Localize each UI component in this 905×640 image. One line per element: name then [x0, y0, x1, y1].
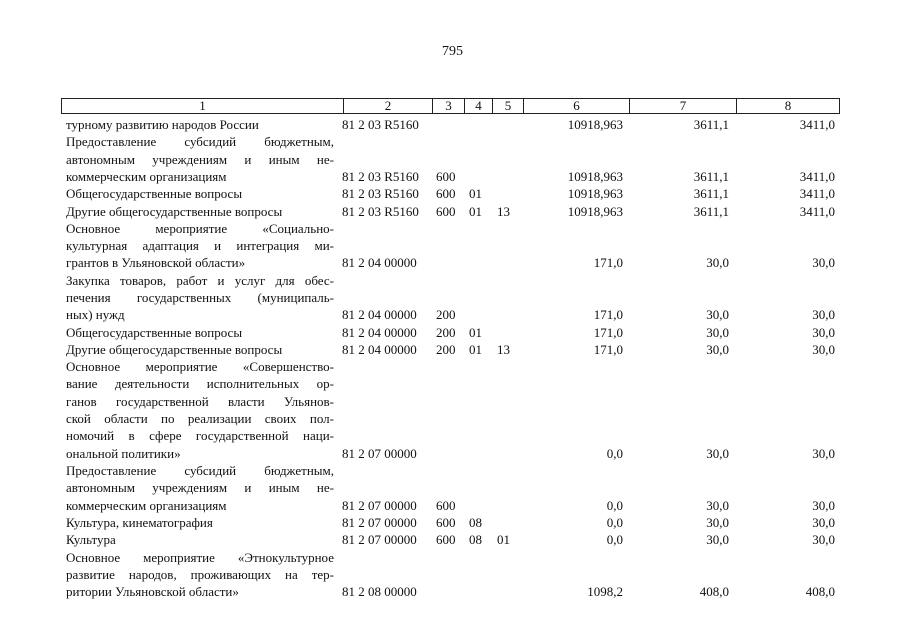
row-col-3: 200	[436, 341, 456, 357]
row-value-6: 10918,963	[567, 203, 623, 219]
row-code: 81 2 04 00000	[342, 307, 417, 323]
row-description	[66, 203, 334, 220]
row-value-8: 3411,0	[799, 203, 835, 219]
row-value-8: 3411,0	[799, 117, 835, 132]
row-value-8: 30,0	[812, 324, 835, 340]
description-line: коммерческим организациям	[66, 497, 227, 513]
description-line: ской области по реализации своих пол-	[66, 411, 334, 427]
row-code: 81 2 07 00000	[342, 532, 417, 548]
row-value-6: 10918,963	[567, 168, 623, 184]
description-line: ных) нужд	[66, 307, 125, 323]
description-line: турному развитию народов России	[66, 117, 259, 132]
row-value-8: 30,0	[812, 532, 835, 548]
row-description	[66, 272, 334, 324]
row-col-3: 600	[436, 497, 456, 513]
row-value-7: 30,0	[706, 514, 729, 530]
row-col-5: 13	[497, 341, 510, 357]
row-description	[66, 324, 334, 341]
row-code: 81 2 08 00000	[342, 584, 417, 600]
row-value-7: 3611,1	[693, 117, 729, 132]
row-value-8: 30,0	[812, 255, 835, 271]
description-line: Другие общегосударственные вопросы	[66, 341, 283, 357]
row-description	[66, 341, 334, 358]
description-line: Основное мероприятие «Совершенство-	[66, 359, 334, 375]
row-value-7: 30,0	[706, 307, 729, 323]
row-col-5: 13	[497, 203, 510, 219]
row-description	[66, 220, 334, 272]
description-line: вание деятельности исполнительных ор-	[66, 376, 334, 392]
row-col-4: 01	[469, 203, 482, 219]
table-row	[0, 514, 905, 531]
table-row	[0, 341, 905, 358]
row-value-6: 0,0	[606, 445, 623, 461]
row-value-7: 30,0	[706, 445, 729, 461]
row-col-3: 200	[436, 307, 456, 323]
header-col-5: 5	[492, 99, 523, 113]
row-col-3: 600	[436, 514, 456, 530]
description-line: автономным учреждениям и иным не-	[66, 480, 334, 496]
description-line: культурная адаптация и интеграция ми-	[66, 238, 334, 254]
row-description	[66, 133, 334, 185]
row-description	[66, 116, 334, 133]
table-row	[0, 133, 905, 185]
row-value-7: 30,0	[706, 532, 729, 548]
row-description	[66, 185, 334, 202]
row-value-7: 30,0	[706, 324, 729, 340]
row-col-4: 08	[469, 514, 482, 530]
row-code: 81 2 04 00000	[342, 341, 417, 357]
row-value-8: 30,0	[812, 514, 835, 530]
row-value-7: 30,0	[706, 497, 729, 513]
row-value-8: 3411,0	[799, 186, 835, 202]
row-code: 81 2 04 00000	[342, 324, 417, 340]
table-row	[0, 272, 905, 324]
row-value-8: 30,0	[812, 307, 835, 323]
header-col-7: 7	[629, 99, 736, 113]
description-line: Культура	[66, 532, 116, 548]
row-value-6: 1098,2	[587, 584, 623, 600]
header-col-8: 8	[736, 99, 839, 113]
description-line: ональной политики»	[66, 445, 181, 461]
row-value-6: 0,0	[606, 514, 623, 530]
row-col-3: 200	[436, 324, 456, 340]
row-code: 81 2 03 R5160	[342, 168, 419, 184]
row-value-6: 171,0	[593, 307, 623, 323]
description-line: Закупка товаров, работ и услуг для обес-	[66, 272, 334, 288]
row-value-7: 30,0	[706, 255, 729, 271]
table-row	[0, 116, 905, 133]
description-line: ганов государственной власти Ульянов-	[66, 393, 334, 409]
row-value-6: 171,0	[593, 341, 623, 357]
row-col-3: 600	[436, 203, 456, 219]
row-value-8: 30,0	[812, 445, 835, 461]
table-row	[0, 185, 905, 202]
row-description	[66, 358, 334, 462]
description-line: номочий в сфере государственной наци-	[66, 428, 334, 444]
table-header	[61, 98, 840, 114]
row-value-8: 3411,0	[799, 168, 835, 184]
row-code: 81 2 04 00000	[342, 255, 417, 271]
row-value-7: 3611,1	[693, 186, 729, 202]
description-line: Общегосударственные вопросы	[66, 186, 243, 202]
row-value-8: 408,0	[805, 584, 835, 600]
table-row	[0, 203, 905, 220]
row-code: 81 2 03 R5160	[342, 186, 419, 202]
header-col-1: 1	[199, 98, 206, 113]
description-line: Культура, кинематография	[66, 514, 213, 530]
description-line: Предоставление субсидий бюджетным,	[66, 134, 334, 150]
row-value-6: 171,0	[593, 255, 623, 271]
header-col-3: 3	[432, 99, 464, 113]
row-col-3: 600	[436, 186, 456, 202]
description-line: печения государственных (муниципаль-	[66, 289, 334, 305]
row-value-6: 0,0	[606, 497, 623, 513]
row-value-7: 30,0	[706, 341, 729, 357]
row-value-7: 408,0	[699, 584, 729, 600]
description-line: Основное мероприятие «Этнокультурное	[66, 549, 334, 565]
row-col-4: 01	[469, 324, 482, 340]
description-line: Предоставление субсидий бюджетным,	[66, 463, 334, 478]
description-line: Основное мероприятие «Социально-	[66, 220, 334, 236]
row-code: 81 2 07 00000	[342, 445, 417, 461]
row-value-6: 171,0	[593, 324, 623, 340]
row-value-6: 10918,963	[567, 186, 623, 202]
row-description	[66, 531, 334, 548]
row-value-8: 30,0	[812, 341, 835, 357]
header-col-4: 4	[464, 99, 492, 113]
row-code: 81 2 07 00000	[342, 497, 417, 513]
row-description	[66, 549, 334, 601]
table-row	[0, 324, 905, 341]
row-col-4: 01	[469, 186, 482, 202]
row-value-6: 10918,963	[567, 117, 623, 132]
row-col-3: 600	[436, 532, 456, 548]
description-line: грантов в Ульяновской области»	[66, 255, 246, 271]
row-value-6: 0,0	[606, 532, 623, 548]
page-number: 795	[442, 44, 463, 59]
row-code: 81 2 07 00000	[342, 514, 417, 530]
row-col-5: 01	[497, 532, 510, 548]
description-line: ритории Ульяновской области»	[66, 584, 239, 600]
table-row	[0, 358, 905, 462]
row-value-8: 30,0	[812, 497, 835, 513]
row-col-3: 600	[436, 168, 456, 184]
description-line: Другие общегосударственные вопросы	[66, 203, 283, 219]
row-col-4: 01	[469, 341, 482, 357]
row-value-7: 3611,1	[693, 168, 729, 184]
description-line: автономным учреждениям и иным не-	[66, 151, 334, 167]
table-row	[0, 531, 905, 548]
row-value-7: 3611,1	[693, 203, 729, 219]
table-row	[0, 220, 905, 272]
row-description	[66, 514, 334, 531]
table-row	[0, 549, 905, 601]
row-col-4: 08	[469, 532, 482, 548]
description-line: развитие народов, проживающих на тер-	[66, 566, 334, 582]
row-code: 81 2 03 R5160	[342, 203, 419, 219]
row-code: 81 2 03 R5160	[342, 117, 419, 132]
header-col-6: 6	[523, 99, 629, 113]
row-description	[66, 462, 334, 514]
description-line: Общегосударственные вопросы	[66, 324, 243, 340]
header-col-2: 2	[343, 99, 432, 113]
table-row	[0, 462, 905, 514]
description-line: коммерческим организациям	[66, 168, 227, 184]
